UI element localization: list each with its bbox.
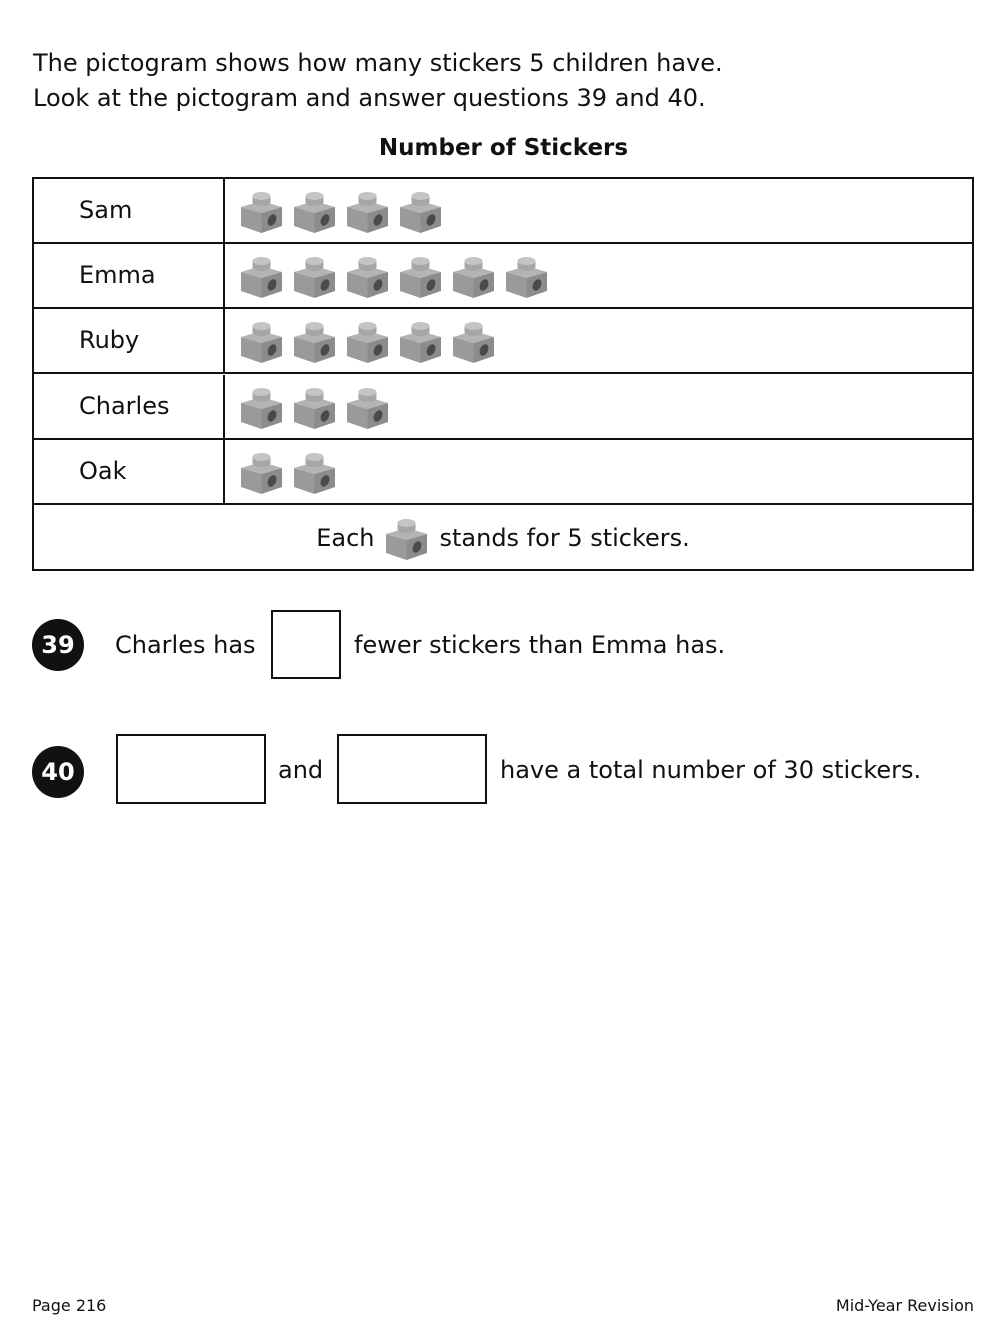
question-39-answer-box[interactable] — [271, 610, 341, 679]
cube-icon — [292, 449, 337, 495]
key-cube-icon — [384, 515, 429, 561]
cube-icon — [292, 253, 337, 299]
pictogram-row-charles — [34, 375, 972, 440]
pictogram-key — [34, 506, 972, 569]
question-39-text-before: Charles has — [115, 631, 256, 659]
key-prefix: Each — [316, 523, 375, 552]
cube-icon — [239, 449, 284, 495]
question-39-text-after: fewer stickers than Emma has. — [354, 631, 726, 659]
row-icons — [239, 384, 390, 430]
pictogram-row-sam — [34, 179, 972, 244]
cube-icon — [398, 188, 443, 234]
pictogram-row-emma — [34, 244, 972, 309]
row-icons — [239, 318, 496, 364]
cube-icon — [451, 253, 496, 299]
cube-icon — [345, 384, 390, 430]
cube-icon — [292, 384, 337, 430]
cube-icon — [345, 253, 390, 299]
pictogram-row-oak — [34, 440, 972, 505]
question-40-answer-box-2[interactable] — [337, 734, 487, 804]
row-icons — [239, 449, 337, 495]
row-name: Ruby — [34, 309, 225, 372]
cube-icon — [451, 318, 496, 364]
question-number-40: 40 — [32, 746, 84, 798]
question-40-answer-box-1[interactable] — [116, 734, 266, 804]
row-name: Sam — [34, 179, 225, 242]
intro-line-1: The pictogram shows how many stickers 5 children have. — [33, 49, 723, 77]
question-40-text-middle: and — [278, 756, 324, 784]
pictogram-table — [32, 177, 974, 571]
row-name: Emma — [34, 244, 225, 307]
cube-icon — [398, 253, 443, 299]
row-name: Charles — [34, 375, 225, 438]
cube-icon — [239, 188, 284, 234]
row-icons — [239, 188, 443, 234]
question-number-39: 39 — [32, 619, 84, 671]
cube-icon — [345, 188, 390, 234]
cube-icon — [239, 384, 284, 430]
cube-icon — [239, 318, 284, 364]
footer-section: Mid-Year Revision — [835, 1296, 974, 1315]
key-suffix: stands for 5 stickers. — [439, 523, 690, 552]
cube-icon — [345, 318, 390, 364]
cube-icon — [292, 188, 337, 234]
intro-text — [33, 46, 723, 116]
cube-icon — [384, 515, 429, 561]
cube-icon — [504, 253, 549, 299]
question-40-text-after: have a total number of 30 stickers. — [500, 756, 922, 784]
intro-line-2: Look at the pictogram and answer questions 39 and 40. — [33, 84, 706, 112]
cube-icon — [398, 318, 443, 364]
cube-icon — [292, 318, 337, 364]
row-name: Oak — [34, 440, 225, 503]
cube-icon — [239, 253, 284, 299]
pictogram-title: Number of Stickers — [378, 135, 629, 161]
row-icons — [239, 253, 549, 299]
footer-page-number: Page 216 — [32, 1296, 107, 1315]
pictogram-row-ruby — [34, 309, 972, 374]
